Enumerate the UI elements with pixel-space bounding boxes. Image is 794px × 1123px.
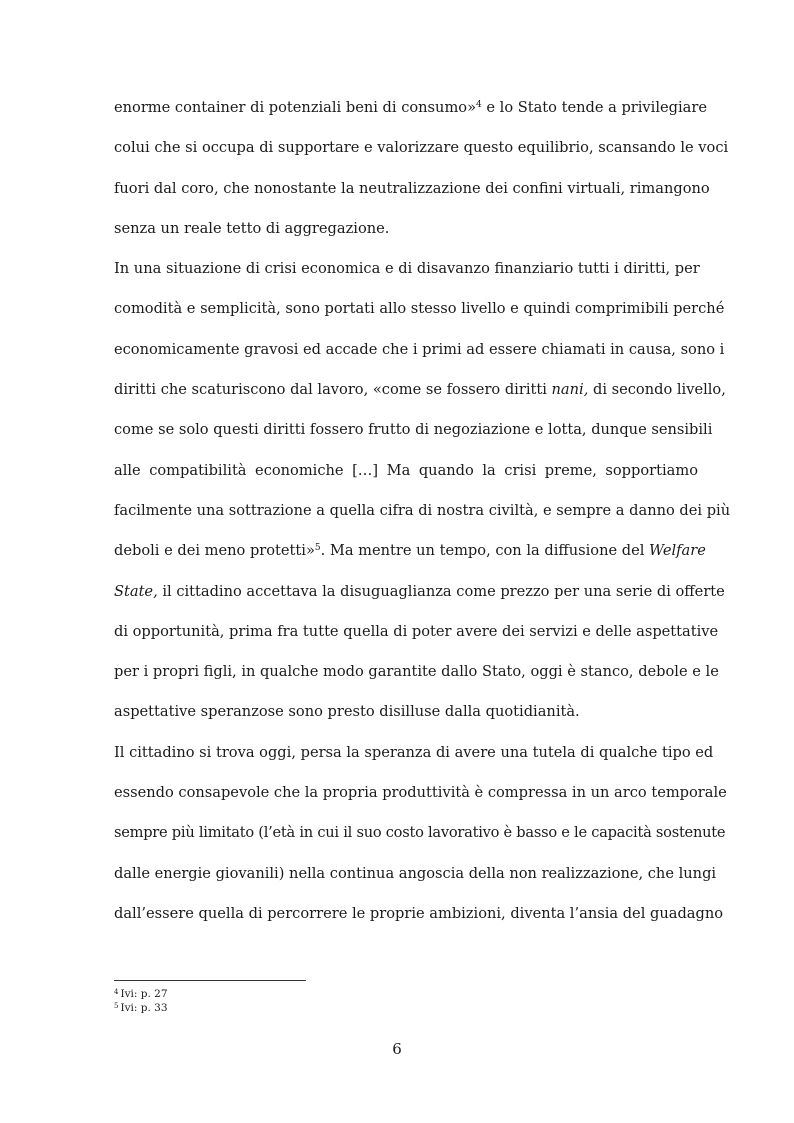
text-line: State, il cittadino accettava la disuguaglianza come prezzo per una serie di offerte [114,582,725,600]
italic-word: nani, [551,381,589,399]
footnote-text: Ivi: p. 33 [120,1002,168,1014]
text-line: fuori dal coro, che nonostante la neutralizzazione dei confini virtuali, rimangono [114,179,710,197]
footnote-number: 4 [114,988,119,996]
text-line: dall’essere quella di percorrere le proprie ambizioni, diventa l’ansia del guadagno [114,904,724,922]
footnote-item [114,987,168,1001]
text-line: In una situazione di crisi economica e di disavanzo finanziario tutti i diritti, per [114,260,700,278]
italic-word: Welfare [649,542,706,560]
text-line: senza un reale tetto di aggregazione. [114,219,390,237]
text-line: dalle energie giovanili) nella continua angoscia della non realizzazione, che lungi [114,864,717,882]
text-line: di opportunità, prima fra tutte quella di poter avere dei servizi e delle aspettative [114,622,719,640]
footnote-divider [114,980,306,981]
footnote-ref-4[interactable]: 4 [476,100,482,110]
text-line: colui che si occupa di supportare e valorizzare questo equilibrio, scansando le voci [114,139,729,157]
text-line: per i propri figli, in qualche modo garantite dallo Stato, oggi è stanco, debole e le [114,663,719,681]
page-number: 6 [392,1040,402,1058]
text-line: diritti che scaturiscono dal lavoro, «come se fossero diritti nani, di secondo livello, [114,381,726,399]
italic-word: State, [114,582,158,600]
footnote-number: 5 [114,1002,119,1010]
text-line: come se solo questi diritti fossero frutto di negoziazione e lotta, dunque sensibili [114,421,713,439]
text-line: enorme container di potenziali beni di consumo»$^4$ e lo Stato tende a privilegiare [114,99,707,116]
body-text [114,88,731,934]
text-line: comodità e semplicità, sono portati allo stesso livello e quindi comprimibili perché [114,300,725,318]
text-line: essendo consapevole che la propria produttività è compressa in un arco temporale [114,784,727,802]
text-line: Il cittadino si trova oggi, persa la speranza di avere una tutela di qualche tipo ed [114,743,714,761]
footnotes [114,987,168,1015]
text-line: alle compatibilità economiche […] Ma quando la crisi preme, sopportiamo [114,461,698,479]
footnote-text: Ivi: p. 27 [120,988,168,1000]
text-line: sempre più limitato (l’età in cui il suo costo lavorativo è basso e le capacità sostenute [114,824,726,842]
text-line: facilmente una sottrazione a quella cifra di nostra civiltà, e sempre a danno dei più [114,501,731,519]
text-line: deboli e dei meno protetti»$^5$. Ma mentre un tempo, con la diffusione del Welfare [114,542,706,560]
text-line: economicamente gravosi ed accade che i primi ad essere chiamati in causa, sono i [114,340,725,358]
text-line: aspettative speranzose sono presto disilluse dalla quotidianità. [114,703,580,721]
footnote-ref-5[interactable]: 5 [314,543,321,554]
footnote-item [114,1001,168,1015]
